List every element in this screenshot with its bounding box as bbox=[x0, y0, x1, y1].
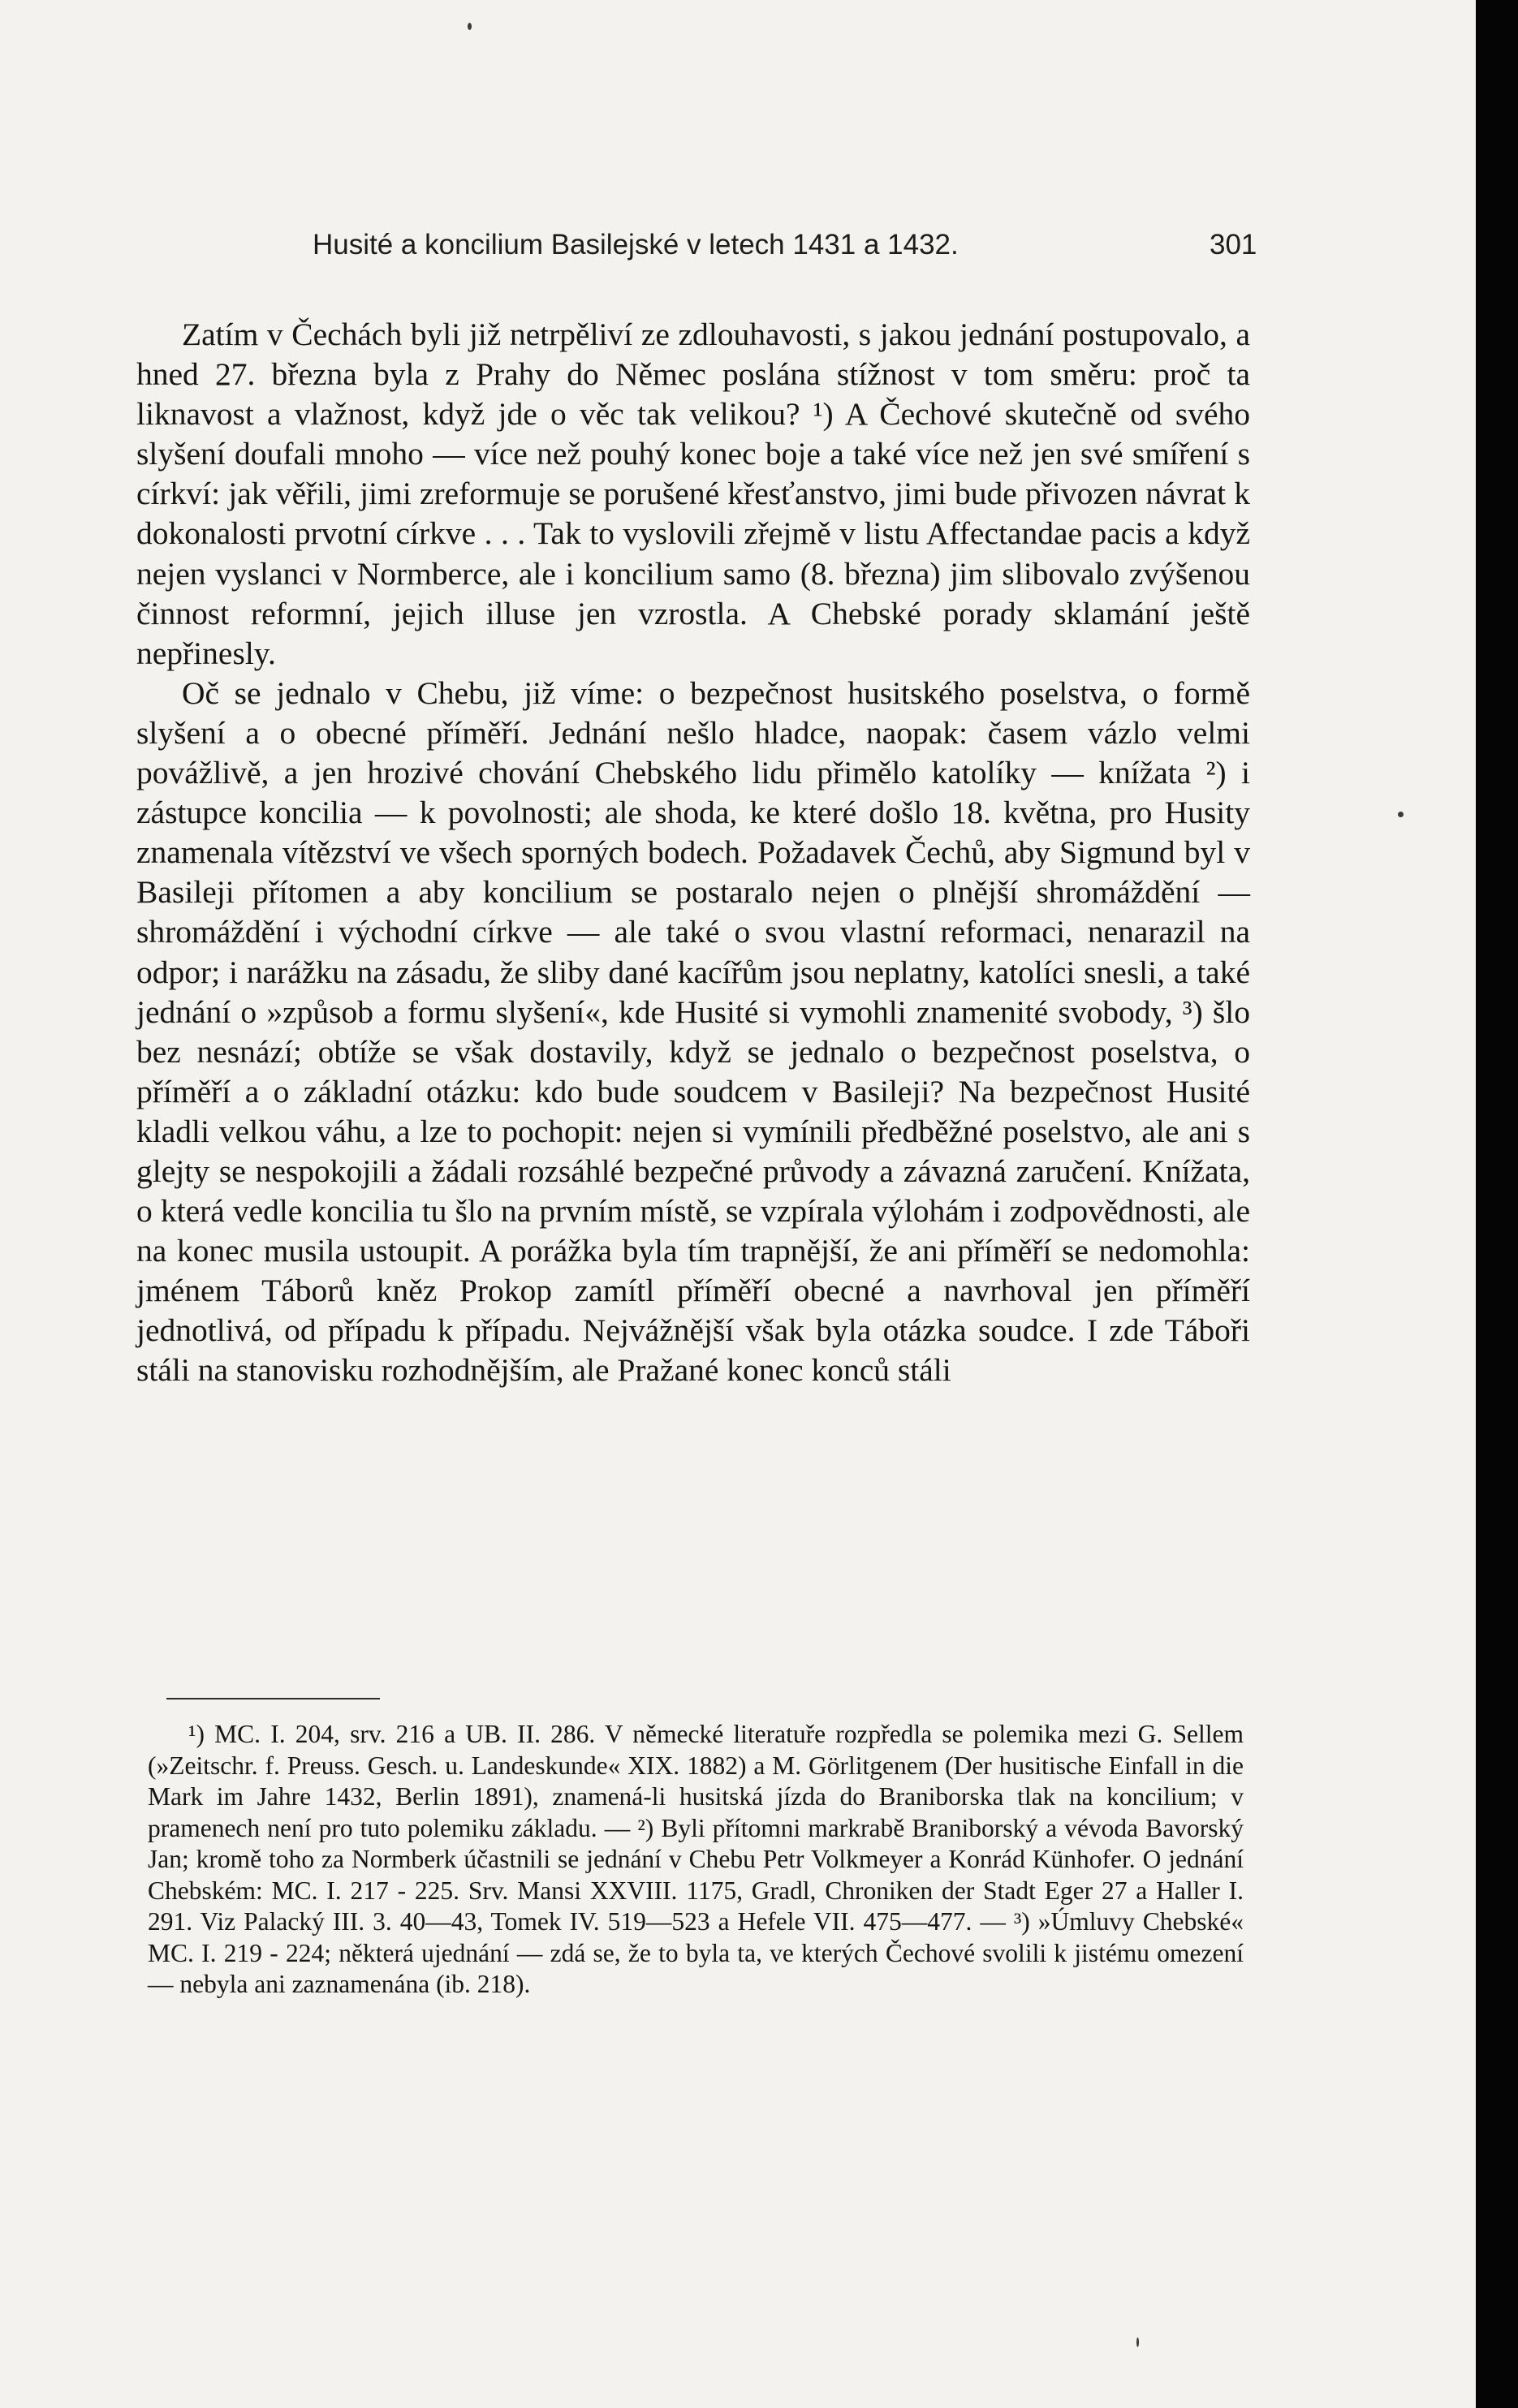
scan-edge bbox=[1476, 0, 1518, 2408]
footnote-text: ¹) MC. I. 204, srv. 216 a UB. II. 286. V německé literatuře rozpředla se polemika mezi G. Sellem (»Zeitschr. f. Preuss. Gesch. u. Landeskunde« XIX. 1882) a M. Görlitgenem (Der husitische Einfall in die Mark im Jahre 1432, Berlin 1891), znamená-li husitská jízda do Braniborska tlak na koncilium; v pramenech není pro tuto polemiku základu. — ²) Byli přítomni markrabě Braniborský a vévoda Bavorský Jan; kromě toho za Normberk účastnili se jednání v Chebu Petr Volkmeyer a Konrád Künhofer. O jednání Chebském: MC. I. 217 - 225. Srv. Mansi XXVIII. 1175, Gradl, Chroniken der Stadt Eger 27 a Haller I. 291. Viz Palacký III. 3. 40—43, Tomek IV. 519—523 a Hefele VII. 475—477. — ³) »Úmluvy Chebské« MC. I. 219 - 224; některá ujednání — zdá se, že to byla ta, ve kterých Čechové svolili k jistému omezení — nebyla ani zaznamenána (ib. 218). bbox=[148, 1720, 1244, 1998]
scan-speck bbox=[1136, 2337, 1139, 2347]
footnote-rule bbox=[166, 1698, 380, 1699]
scan-speck bbox=[1398, 812, 1404, 817]
footnotes bbox=[148, 1719, 1244, 2001]
running-head: Husité a koncilium Basilejské v letech 1431 a 1432. bbox=[313, 229, 959, 261]
paragraph-2: Oč se jednalo v Chebu, již víme: o bezpečnost husitského poselstva, o formě slyšení a o obecné příměří. Jednání nešlo hladce, naopak: časem vázlo velmi povážlivě, a jen hrozivé chování Chebského lidu přimělo katolíky — knížata ²) i zástupce koncilia — k povolnosti; ale shoda, ke které došlo 18. května, pro Husity znamenala vítězství ve všech sporných bodech. Požadavek Čechů, aby Sigmund byl v Basileji přítomen a aby koncilium se postaralo nejen o plnější shromáždění — shromáždění i východní církve — ale také o svou vlastní reformaci, nenarazil na odpor; i narážku na zásadu, že sliby dané kacířům jsou neplatny, katolíci snesli, a také jednání o »způsob a formu slyšení«, kde Husité si vymohli znamenité svobody, ³) šlo bez nesnází; obtíže se však dostavily, když se jednalo o bezpečnost poselstva, o příměří a o základní otázku: kdo bude soudcem v Basileji? Na bezpečnost Husité kladli velkou váhu, a lze to pochopit: nejen si vymínili předběžné poselstvo, ale ani s glejty se nespokojili a žádali rozsáhlé bezpečné průvody a závazná zaručení. Knížata, o která vedle koncilia tu šlo na prvním místě, se vzpírala výlohám i zodpovědnosti, ale na konec musila ustoupit. A porážka byla tím trapnější, že ani příměří se nedomohla: jménem Táborů kněz Prokop zamítl příměří obecné a navrhoval jen příměří jednotlivá, od případu k případu. Nejvážnější však byla otázka soudce. I zde Táboři stáli na stanovisku rozhodnějším, ale Pražané konec konců stáli bbox=[136, 674, 1250, 1389]
page-number: 301 bbox=[1210, 229, 1257, 261]
main-text bbox=[136, 315, 1250, 1391]
paragraph-1: Zatím v Čechách byli již netrpěliví ze zdlouhavosti, s jakou jednání postupovalo, a hned 27. března byla z Prahy do Němec poslána stížnost v tom směru: proč ta liknavost a vlažnost, když jde o věc tak velikou? ¹) A Čechové skutečně od svého slyšení doufali mnoho — více než pouhý konec boje a také více než jen své smíření s církví: jak věřili, jimi zreformuje se porušené křesťanstvo, jimi bude přivozen návrat k dokonalosti prvotní církve . . . Tak to vyslovili zřejmě v listu Affectandae pacis a když nejen vyslanci v Normberce, ale i koncilium samo (8. března) jim slibovalo zvýšenou činnost reformní, jejich illuse jen vzrostla. A Chebské porady sklamání ještě nepřinesly. bbox=[136, 317, 1250, 671]
scan-speck bbox=[468, 23, 472, 30]
